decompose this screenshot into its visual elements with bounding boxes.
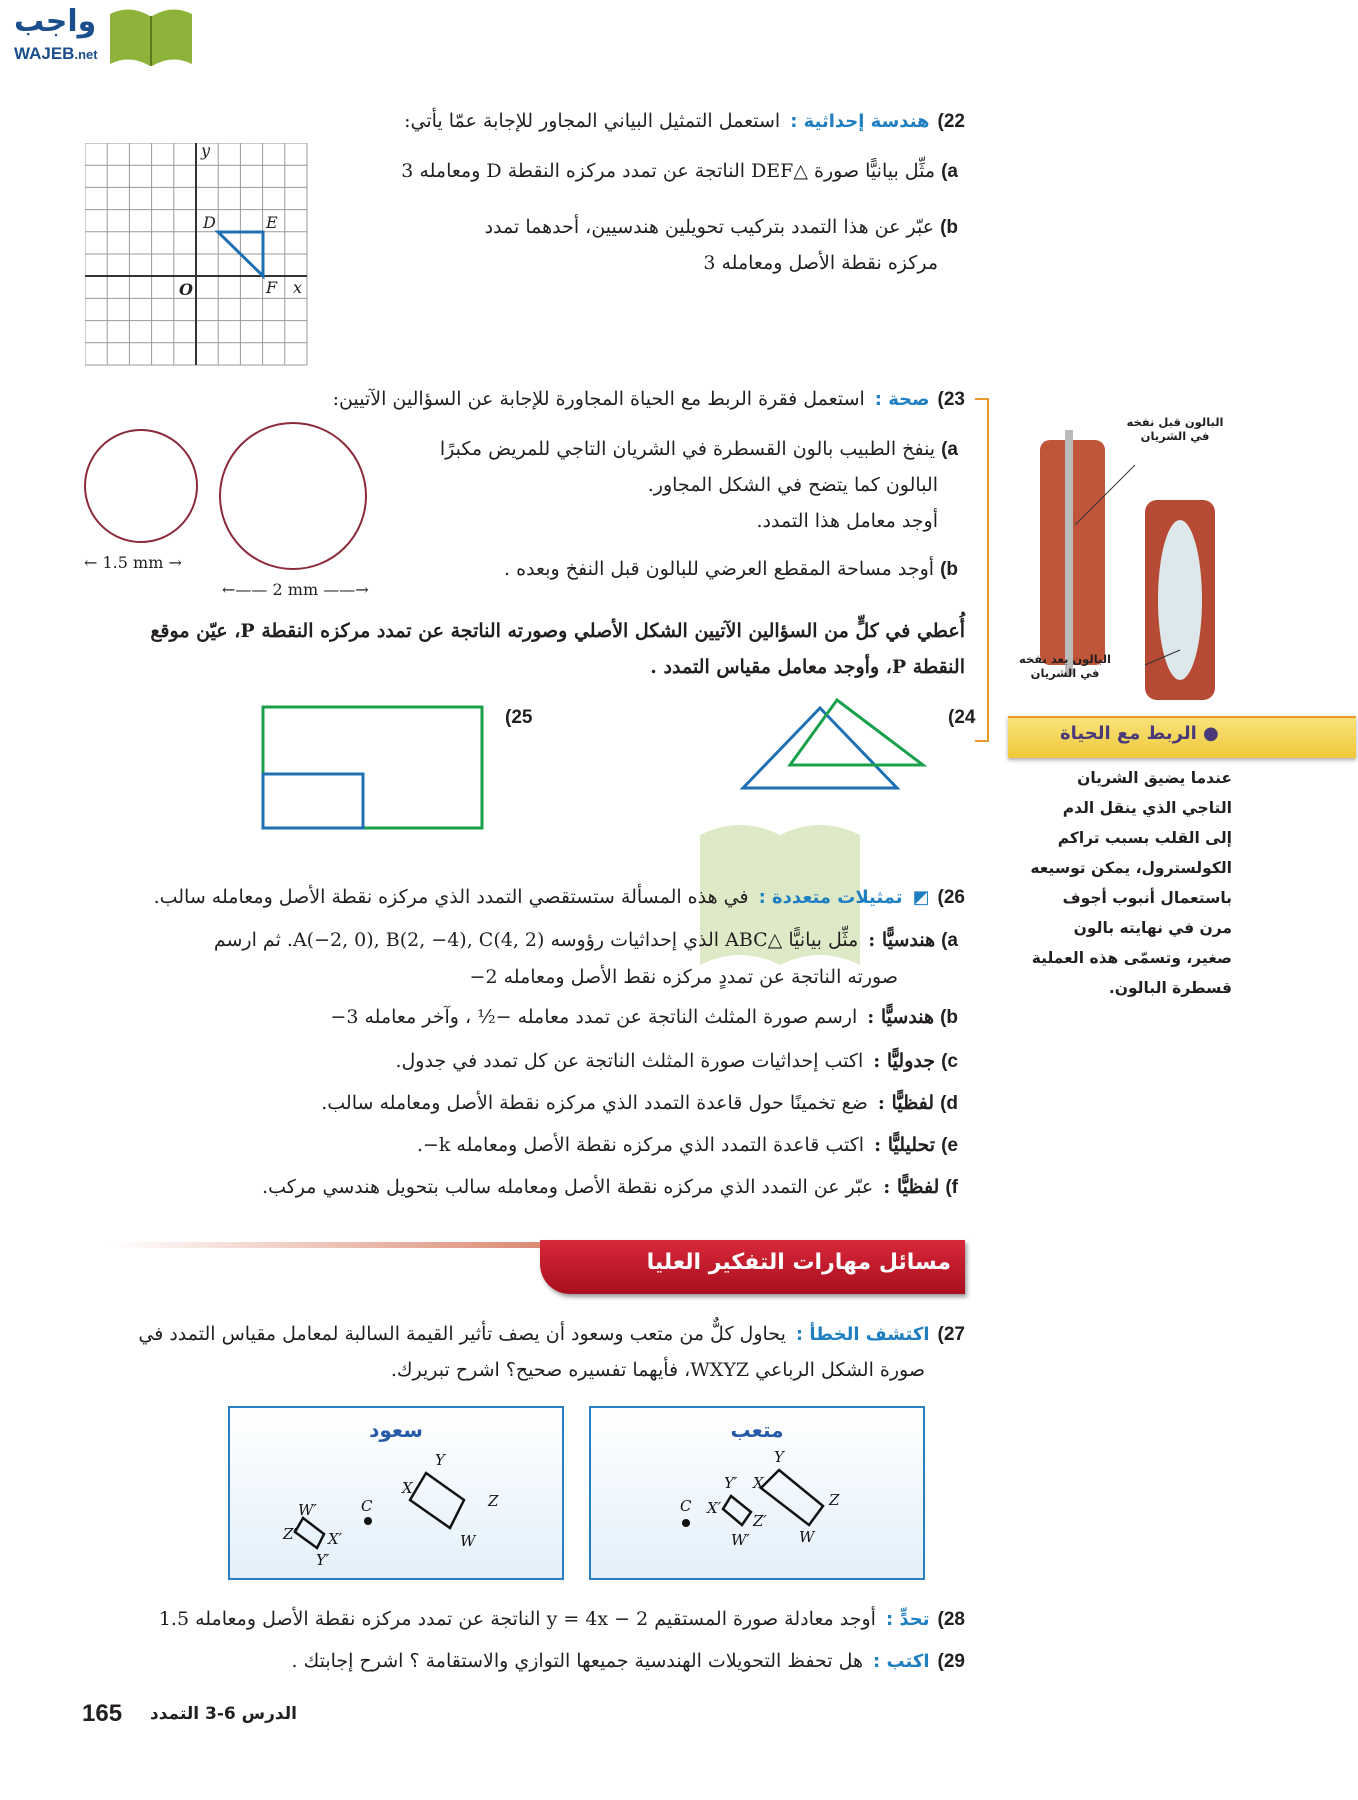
q25-rectangles [260, 704, 485, 832]
mutab-box [589, 1406, 925, 1580]
page-number: 165 [82, 1700, 123, 1727]
q23-a2: البالون كما يتضح في الشكل المجاور. [647, 474, 938, 496]
svg-text:Z: Z [488, 1492, 499, 1510]
svg-text:W: W [799, 1528, 815, 1546]
origin-label: O [179, 280, 193, 299]
q26-a: a)هندسيًّا :مثِّل بيانيًّا △ABC الذي إحداثيات رؤوسه A(−2, 0), B(2, −4), C(4, 2). ثم ارسم [213, 929, 958, 951]
svg-text:X′: X′ [328, 1530, 343, 1548]
point-e-label: E [266, 213, 278, 232]
saud-box [228, 1406, 564, 1580]
q26-c: c)جدوليًّا :اكتب إحداثيات صورة المثلث الناتجة عن كل تمدد في جدول. [395, 1050, 958, 1072]
q26-f: f)لفظيًّا :عبّر عن التمدد الذي مركزه نقطة الأصل ومعامله سالب بتحويل هندسي مركب. [262, 1176, 958, 1198]
logo-latin: WAJEB.net [14, 44, 98, 63]
after-label: البالون بعد نفخه في الشريان [1019, 652, 1111, 680]
bracket-line [975, 398, 989, 742]
instruction-line2: النقطة P، وأوجد معامل مقياس التمدد . [650, 656, 965, 678]
balloon-circles [80, 420, 380, 600]
svg-text:Z: Z [829, 1491, 840, 1509]
q23-b: b)أوجد مساحة المقطع العرضي للبالون قبل النفخ وبعده . [504, 558, 958, 580]
svg-text:Z′: Z′ [283, 1525, 297, 1543]
q24-triangles [740, 695, 930, 795]
lesson-label: الدرس 6-3 التمدد [150, 1704, 297, 1724]
q22-a: a)مثِّل بيانيًّا صورة △DEF الناتجة عن تمدد مركزه النقطة D ومعامله 3 [401, 160, 958, 182]
book-icon [106, 4, 196, 68]
banner-title: مسائل مهارات التفكير العليا [646, 1250, 951, 1275]
svg-text:X′: X′ [707, 1499, 722, 1517]
svg-text:Y: Y [435, 1451, 445, 1469]
svg-text:W: W [460, 1532, 476, 1550]
connection-title: ● الربط مع الحياة [1060, 723, 1219, 744]
point-f-label: F [266, 278, 278, 297]
q23-a3: أوجد معامل هذا التمدد. [756, 510, 938, 532]
banner-fade [110, 1242, 570, 1248]
q26-d: d)لفظيًّا :ضع تخمينًا حول قاعدة التمدد الذي مركزه نقطة الأصل ومعامله سالب. [321, 1092, 958, 1114]
q27-header: 27)اكتشف الخطأ :يحاول كلٌّ من متعب وسعود أن يصف تأثير القيمة السالبة لمعامل مقياس التمدد في [138, 1323, 965, 1345]
svg-text:Y′: Y′ [724, 1474, 738, 1492]
connection-text: عندما يضيق الشريان التاجي الذي ينقل الدم إلى القلب بسبب تراكم الكولسترول، يمكن توسيعه باستعمال أنبوب أجوف مرن في نهايته بالون صغير، وتسمّى هذه العملية قسطرة البالون. [1030, 769, 1232, 997]
axis-y-label: y [201, 141, 211, 160]
wajeb-logo[interactable] [8, 4, 193, 70]
saud-title: سعود [369, 1418, 423, 1442]
axis-x-label: x [293, 278, 303, 297]
small-diameter-label: ← 1.5 mm → [84, 553, 182, 572]
q26-header: 26)◩تمثيلات متعددة :في هذه المسألة ستستقصي التمدد الذي مركزه نقطة الأصل ومعامله سالب. [153, 886, 965, 908]
q23-a: a)ينفخ الطبيب بالون القسطرة في الشريان التاجي للمريض مكبرًا [439, 438, 958, 460]
coordinate-grid [85, 143, 310, 368]
q22-b-cont: مركزه نقطة الأصل ومعامله 3 [703, 252, 938, 274]
q24-number: 24) [948, 707, 976, 728]
banner [540, 1240, 965, 1294]
svg-text:Y′: Y′ [316, 1551, 330, 1569]
multi-rep-icon: ◩ [912, 887, 930, 908]
q26-e: e)تحليليًّا :اكتب قاعدة التمدد الذي مركزه نقطة الأصل ومعامله k−. [416, 1134, 958, 1156]
point-d-label: D [203, 213, 216, 232]
q28: 28)تحدٍّ :أوجد معادلة صورة المستقيم y = 4x − 2 الناتجة عن تمدد مركزه نقطة الأصل ومعامله 1.5 [158, 1608, 965, 1630]
svg-text:Y: Y [774, 1448, 784, 1466]
svg-text:W′: W′ [298, 1501, 317, 1519]
q29: 29)اكتب :هل تحفظ التحويلات الهندسية جميعها التوازي والاستقامة ؟ اشرح إجابتك . [291, 1650, 965, 1672]
svg-text:C: C [361, 1497, 373, 1515]
svg-text:X: X [402, 1479, 413, 1497]
svg-text:Z′: Z′ [753, 1512, 767, 1530]
q25-number: 25) [505, 707, 533, 728]
instruction-line1: أُعطي في كلٍّ من السؤالين الآتيين الشكل الأصلي وصورته الناتجة عن تمدد مركزه النقطة P، عيّن موقع [150, 620, 965, 642]
before-label: البالون قبل نفخه في الشريان [1126, 415, 1224, 443]
svg-text:C: C [680, 1497, 692, 1515]
mutab-title: متعب [730, 1418, 784, 1442]
big-diameter-label: ←—— 2 mm ——→ [222, 580, 369, 599]
q22-b: b)عبّر عن هذا التمدد بتركيب تحويلين هندسيين، أحدهما تمدد [484, 216, 958, 238]
svg-text:X: X [753, 1474, 764, 1492]
svg-text:W′: W′ [731, 1531, 750, 1549]
q26-b: b)هندسيًّا :ارسم صورة المثلث الناتجة عن تمدد معامله −½ ، وآخر معامله 3− [330, 1006, 958, 1028]
q27-line2: صورة الشكل الرباعي WXYZ، فأيهما تفسيره صحيح؟ اشرح تبريرك. [390, 1359, 925, 1381]
logo-text: واجب [14, 4, 97, 39]
q23-header: 23)صحة :استعمل فقرة الربط مع الحياة المجاورة للإجابة عن السؤالين الآتيين: [332, 388, 965, 410]
q26-a2: صورته الناتجة عن تمددٍ مركزه نقط الأصل ومعامله 2− [469, 966, 898, 988]
q22-header: 22)هندسة إحداثية :استعمل التمثيل البياني المجاور للإجابة عمّا يأتي: [404, 110, 965, 132]
